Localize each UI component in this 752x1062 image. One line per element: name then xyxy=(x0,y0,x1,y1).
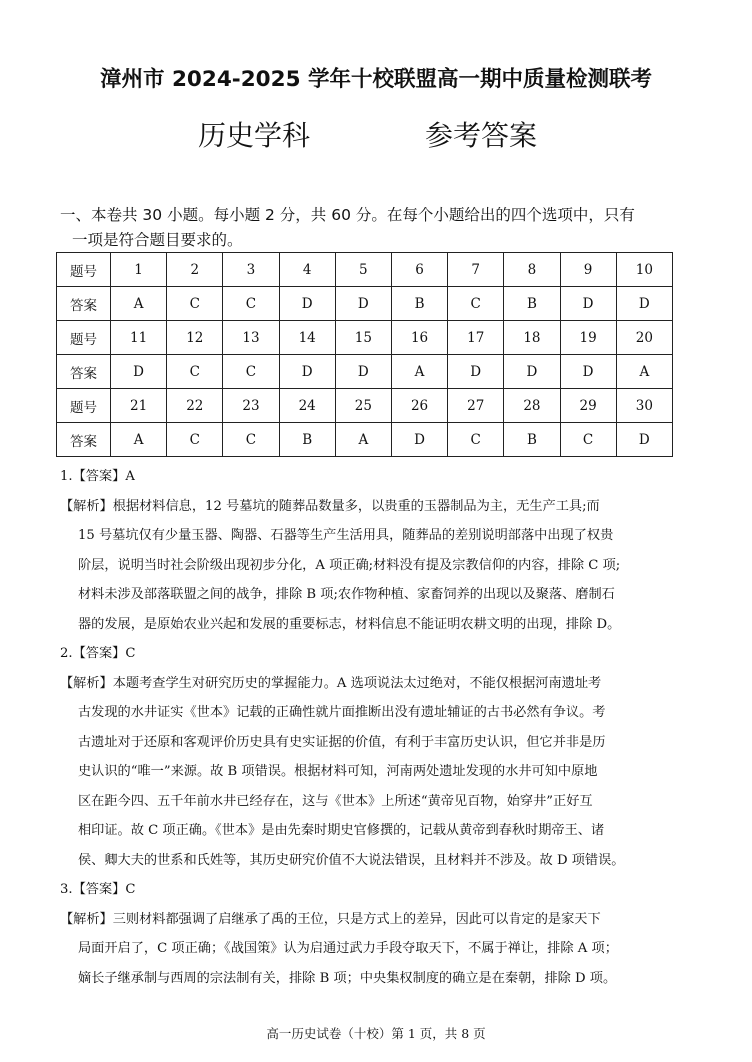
question-number-cell: 16 xyxy=(391,321,447,355)
explanation-line: 局面开启了，C 项正确；《战国策》认为启通过武力手段夺取天下，不属于禅让，排除 A 项； xyxy=(78,941,618,956)
question-number-row xyxy=(57,321,673,355)
explanation-line: 嫡长子继承制与西周的宗法制有关，排除 B 项；中央集权制度的确立是在秦朝，排除 D 项。 xyxy=(78,970,617,986)
answer-cell: D xyxy=(448,355,504,389)
answer-cell: A xyxy=(335,423,391,457)
answer-key-title: 参考答案 xyxy=(425,119,538,152)
question-number-cell: 4 xyxy=(279,253,335,287)
question-number-row xyxy=(57,389,673,423)
question-number-cell: 22 xyxy=(167,389,223,423)
row-label-question: 题号 xyxy=(57,253,111,287)
section-heading xyxy=(60,203,700,253)
subject-title: 历史学科 xyxy=(198,119,311,152)
question-number-cell: 12 xyxy=(167,321,223,355)
question-number-cell: 23 xyxy=(223,389,279,423)
explanation-line: 器的发展，是原始农业兴起和发展的重要标志，材料信息不能证明农耕文明的出现，排除 D。 xyxy=(78,616,621,632)
answer-cell: C xyxy=(560,423,616,457)
explanation-line: 材料未涉及部落联盟之间的战争，排除 B 项;农作物种植、家畜饲养的出现以及聚落、磨制石 xyxy=(78,587,615,602)
answer-cell: D xyxy=(279,287,335,321)
answer-cell: D xyxy=(560,355,616,389)
answer-cell: C xyxy=(167,423,223,457)
answer-cell: C xyxy=(448,287,504,321)
answer-cell: C xyxy=(223,287,279,321)
document-title: 漳州市 2024-2025 学年十校联盟高一期中质量检测联考 xyxy=(99,67,653,92)
answer-cell: A xyxy=(111,287,167,321)
answer-cell: D xyxy=(335,287,391,321)
answer-cell: B xyxy=(504,287,560,321)
question-number-cell: 15 xyxy=(335,321,391,355)
answer-cell: C xyxy=(167,355,223,389)
question-number-cell: 24 xyxy=(279,389,335,423)
explanation-line: 古发现的水井证实《世本》记载的正确性就片面推断出没有遗址辅证的古书必然有争议。考 xyxy=(78,705,606,720)
question-number-cell: 26 xyxy=(391,389,447,423)
answer-cell: D xyxy=(560,287,616,321)
question-number-cell: 27 xyxy=(448,389,504,423)
question-number-row xyxy=(57,253,673,287)
explanations xyxy=(60,462,700,993)
question-number-cell: 13 xyxy=(223,321,279,355)
row-label-answer: 答案 xyxy=(57,423,111,457)
answer-cell: D xyxy=(111,355,167,389)
answer-cell: D xyxy=(504,355,560,389)
question-number-cell: 28 xyxy=(504,389,560,423)
answer-cell: D xyxy=(616,423,672,457)
answer-cell: C xyxy=(223,423,279,457)
question-number-cell: 14 xyxy=(279,321,335,355)
question-number-cell: 21 xyxy=(111,389,167,423)
answer-row xyxy=(57,355,673,389)
answer-row xyxy=(57,423,673,457)
explanation-line: 古遗址对于还原和客观评价历史具有史实证据的价值，有利于丰富历史认识，但它并非是历 xyxy=(78,734,606,750)
section-heading-line-1: 一、本卷共 30 小题。每小题 2 分，共 60 分。在每个小题给出的四个选项中，只有 xyxy=(60,206,635,224)
question-number-cell: 19 xyxy=(560,321,616,355)
question-number-cell: 1 xyxy=(111,253,167,287)
page-footer: 高一历史试卷（十校）第 1 页，共 8 页 xyxy=(266,1026,486,1041)
question-number-cell: 3 xyxy=(223,253,279,287)
section-heading-line-2: 一项是符合题目要求的。 xyxy=(72,231,243,249)
explanation-line: 史认识的“唯一”来源。故 B 项错误。根据材料可知，河南两处遗址发现的水井可知中原地 xyxy=(78,764,598,779)
row-label-answer: 答案 xyxy=(57,287,111,321)
answer-cell: D xyxy=(616,287,672,321)
question-number-cell: 29 xyxy=(560,389,616,423)
question-number-cell: 17 xyxy=(448,321,504,355)
question-number-cell: 10 xyxy=(616,253,672,287)
answer-line: 1.【答案】A xyxy=(60,469,135,484)
answer-line: 3.【答案】C xyxy=(60,882,136,897)
answer-row xyxy=(57,287,673,321)
explanation-line: 【解析】本题考查学生对研究历史的掌握能力。A 选项说法太过绝对，不能仅根据河南遗址考 xyxy=(60,675,602,691)
question-number-cell: 30 xyxy=(616,389,672,423)
answer-table xyxy=(56,252,673,457)
answer-cell: C xyxy=(448,423,504,457)
answer-cell: C xyxy=(223,355,279,389)
answer-cell: D xyxy=(279,355,335,389)
explanation-line: 【解析】三则材料都强调了启继承了禹的王位，只是方式上的差异，因此可以肯定的是家天下 xyxy=(60,911,601,927)
question-number-cell: 6 xyxy=(391,253,447,287)
question-number-cell: 7 xyxy=(448,253,504,287)
explanation-line: 侯、卿大夫的世系和氏姓等，其历史研究价值不大说法错误，且材料并不涉及。故 D 项错误。 xyxy=(78,852,625,868)
explanation-line: 15 号墓坑仅有少量玉器、陶器、石器等生产生活用具，随葬品的差别说明部落中出现了权贵 xyxy=(78,528,614,543)
question-number-cell: 5 xyxy=(335,253,391,287)
explanation-line: 阶层，说明当时社会阶级出现初步分化，A 项正确;材料没有提及宗教信仰的内容，排除 C 项; xyxy=(78,557,621,573)
answer-cell: B xyxy=(391,287,447,321)
answer-cell: A xyxy=(616,355,672,389)
explanation-line: 区在距今四、五千年前水井已经存在，这与《世本》上所述“黄帝见百物，始穿井”正好互 xyxy=(78,793,593,809)
answer-cell: A xyxy=(391,355,447,389)
answer-line: 2.【答案】C xyxy=(60,646,136,661)
question-number-cell: 18 xyxy=(504,321,560,355)
answer-cell: B xyxy=(504,423,560,457)
answer-cell: D xyxy=(391,423,447,457)
row-label-question: 题号 xyxy=(57,321,111,355)
question-number-cell: 25 xyxy=(335,389,391,423)
answer-cell: A xyxy=(111,423,167,457)
question-number-cell: 2 xyxy=(167,253,223,287)
answer-cell: D xyxy=(335,355,391,389)
question-number-cell: 20 xyxy=(616,321,672,355)
row-label-question: 题号 xyxy=(57,389,111,423)
answer-cell: C xyxy=(167,287,223,321)
question-number-cell: 9 xyxy=(560,253,616,287)
explanation-line: 相印证。故 C 项正确。《世本》是由先秦时期史官修撰的，记载从黄帝到春秋时期帝王、诸 xyxy=(78,823,605,838)
question-number-cell: 8 xyxy=(504,253,560,287)
question-number-cell: 11 xyxy=(111,321,167,355)
explanation-line: 【解析】根据材料信息，12 号墓坑的随葬品数量多，以贵重的玉器制品为主，无生产工具;而 xyxy=(60,498,600,514)
answer-cell: B xyxy=(279,423,335,457)
row-label-answer: 答案 xyxy=(57,355,111,389)
